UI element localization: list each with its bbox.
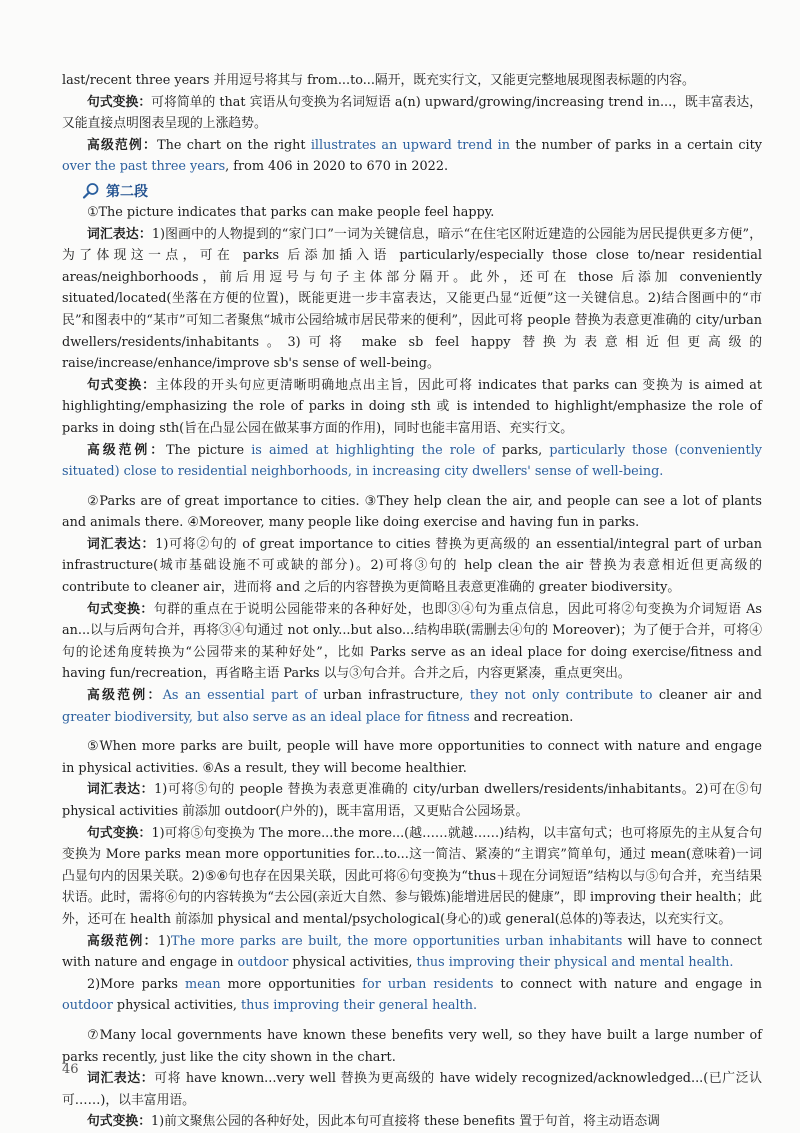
example-text: , from 406 in 2020 to 670 in 2022.: [225, 159, 449, 175]
example-text: The picture: [166, 442, 252, 458]
sentence-text: ②Parks are of great importance to cities. ③They help clean the air, and people can see a lot of plants and animals there. ④Moreover, many people like doing exercise and having fun in parks.: [62, 493, 762, 531]
vocab-paragraph: [62, 534, 762, 599]
example-paragraph: [62, 974, 762, 1017]
example-text: the number of parks in a certain city: [510, 137, 763, 153]
sentence-text: ⑦Many local governments have known these benefits very well, so they have built a large number of parks recently, just like the city shown in the chart.: [62, 1027, 762, 1065]
highlight-text: The more parks are built, the more opportunities urban inhabitants: [170, 933, 623, 949]
syntax-paragraph: [62, 92, 762, 135]
syntax-label: 句式变换：: [87, 94, 152, 110]
syntax-text: 1)可将⑤句变换为 The more...the more...(越……就越……)结构，以丰富句式；也可将原先的主从复合句变换为 More parks mean more opportunities for...to...这一简洁、紧凑的“主谓宾”简单句，通过 mean(意味着)一词凸显句内的因果关联。2)⑤⑥句也存在因果关联，因此可将⑥句变换为“thus＋现在分词短语”结构以与⑤句合并，充当结果状语。此时，需将⑥句的内容转换为“去公园(亲近大自然、参与锻炼)能增进居民的健康”，即 improving their health；此外，还可在 health 前添加 physical and mental/psychological(身心的)或 general(总体的)等表达，以充实行文。: [62, 825, 762, 927]
syntax-paragraph: [62, 375, 762, 440]
vocab-label: 词汇表达：: [87, 226, 152, 242]
example-text: 2)More parks: [87, 976, 185, 992]
highlight-text: thus improving their general health.: [241, 998, 478, 1014]
vocab-label: 词汇表达：: [87, 782, 155, 798]
example-text: and recreation.: [469, 709, 574, 725]
vocab-paragraph: [62, 224, 762, 375]
example-paragraph: [62, 685, 762, 728]
highlight-text: outdoor: [237, 955, 289, 971]
section-title: 第二段: [106, 183, 148, 200]
search-icon: [82, 182, 100, 200]
page-content: [62, 70, 762, 1133]
sentence-paragraph: [62, 1025, 762, 1068]
highlight-text: As an essential part of: [162, 688, 317, 704]
vocab-text: 1)图画中的人物提到的“家门口”一词为关键信息，暗示“在住宅区附近建造的公园能为居民提供更多方便”，为了体现这一点，可在 parks 后添加插入语 particularly/especially those close to/near residential areas/neighborhoods，前后用逗号与句子主体部分隔开。此外，还可在 those 后添加 conveniently situated/located(坐落在方便的位置)，既能更进一步丰富表达，又能更凸显“近便”这一关键信息。2)结合图画中的“市民”和图表中的“某市”可知二者聚焦“城市公园给城市居民带来的便利”，因此可将 people 替换为表意更准确的 city/urban dwellers/residents/inhabitants。3)可将 make sb feel happy 替换为表意相近但更高级的 raise/increase/enhance/improve sb's sense of well-being。: [62, 226, 763, 372]
example-text: more opportunities: [220, 976, 363, 992]
vocab-label: 词汇表达：: [87, 536, 156, 552]
vocab-text: 1)可将⑤句的 people 替换为表意更准确的 city/urban dwellers/residents/inhabitants。2)可在⑤句 physical activities 前添加 outdoor(户外的)，既丰富用语，又更贴合公园场景。: [62, 782, 763, 819]
syntax-label: 句式变换：: [87, 377, 156, 393]
example-paragraph: [62, 135, 762, 178]
sentence-text: ①The picture indicates that parks can make people feel happy.: [87, 204, 495, 220]
syntax-paragraph: [62, 823, 762, 931]
syntax-label: 句式变换：: [87, 601, 154, 617]
syntax-paragraph: [62, 1111, 762, 1133]
example-text: parks,: [494, 442, 550, 458]
highlight-text: greater biodiversity, but also serve as an ideal place for fitness: [62, 709, 470, 725]
example-text: will have to connect with nature and engage in: [62, 933, 763, 971]
highlight-text: over the past three years: [62, 159, 226, 175]
example-label: 高级范例：: [87, 442, 167, 458]
page-number: 46: [62, 1062, 79, 1077]
syntax-paragraph: [62, 599, 762, 685]
vocab-label: 词汇表达：: [87, 1071, 155, 1087]
example-text: cleaner air and: [652, 688, 763, 704]
vocab-paragraph: [62, 1068, 762, 1111]
example-paragraph: [62, 931, 762, 974]
syntax-label: 句式变换：: [87, 1114, 151, 1130]
highlight-text: particularly those (conveniently situated) close to residential neighborhoods, in increasing city dwellers' sense of well-being.: [62, 442, 763, 480]
highlight-text: , they not only contribute to: [459, 688, 653, 704]
syntax-text: 主体段的开头句应更清晰明确地点出主旨，因此可将 indicates that parks can 变换为 is aimed at highlighting/emphasizing the role of parks in doing sth 或 is intended to highlight/emphasize the role of parks in doing sth(旨在凸显公园在做某事方面的作用)，同时也能丰富用语、充实行文。: [62, 377, 763, 436]
vocab-text: 可将 have known...very well 替换为更高级的 have widely recognized/acknowledged...(已广泛认可……)，以丰富用语。: [62, 1071, 762, 1108]
sentence-paragraph: [62, 202, 762, 224]
highlight-text: illustrates an upward trend in: [310, 137, 511, 153]
highlight-text: outdoor: [62, 998, 113, 1014]
example-label: 高级范例：: [87, 137, 158, 153]
section-heading: [82, 180, 762, 202]
example-text: 1): [157, 933, 171, 949]
highlight-text: is aimed at highlighting the role of: [251, 442, 495, 458]
example-label: 高级范例：: [87, 688, 163, 704]
highlight-text: for urban residents: [362, 976, 494, 992]
sentence-paragraph: [62, 736, 762, 779]
example-text: to connect with nature and engage in: [493, 976, 763, 992]
highlight-text: thus improving their physical and mental health.: [416, 955, 734, 971]
vocab-text: 1)可将②句的 of great importance to cities 替换为更高级的 an essential/integral part of urban infrastructure(城市基础设施不可或缺的部分)。2)可将③句的 help clean the air 替换为表意相近但更高级的 contribute to cleaner air，进而将 and 之后的内容替换为更简略且表意更准确的 greater biodiversity。: [62, 536, 763, 596]
highlight-text: mean: [185, 976, 221, 992]
sentence-paragraph: [62, 491, 762, 534]
vocab-paragraph: [62, 779, 762, 822]
paragraph-text: last/recent three years 并用逗号将其与 from...to...隔开，既充实行文，又能更完整地展现图表标题的内容。: [62, 73, 695, 88]
example-paragraph: [62, 440, 762, 483]
example-text: urban infrastructure: [317, 688, 460, 704]
paragraph: [62, 70, 762, 92]
example-text: The chart on the right: [157, 137, 311, 153]
sentence-text: ⑤When more parks are built, people will have more opportunities to connect with nature and engage in physical activities. ⑥As a result, they will become healthier.: [62, 739, 762, 776]
example-text: physical activities,: [288, 955, 417, 971]
example-text: physical activities,: [112, 998, 242, 1014]
syntax-text: 1)前文聚焦公园的各种好处，因此本句可直接将 these benefits 置于句首，将主动语态调: [150, 1114, 660, 1130]
syntax-text: 句群的重点在于说明公园能带来的各种好处，也即③④句为重点信息，因此可将②句变换为介词短语 As an...以与后两句合并，再将③④句通过 not only...but also...结构串联(需删去④句的 Moreover)；为了便于合并，可将④句的论述角度转换为“公园带来的某种好处”，比如 Parks serve as an ideal place for doing exercise/fitness and having fun/recreation，再省略主语 Parks 以与③句合并。合并之后，内容更紧凑，重点更突出。: [62, 601, 762, 682]
syntax-label: 句式变换：: [87, 825, 152, 841]
example-label: 高级范例：: [87, 933, 158, 949]
syntax-text: 可将简单的 that 宾语从句变换为名词短语 a(n) upward/growing/increasing trend in...，既丰富表达，又能直接点明图表呈现的上涨趋势。: [62, 94, 762, 132]
